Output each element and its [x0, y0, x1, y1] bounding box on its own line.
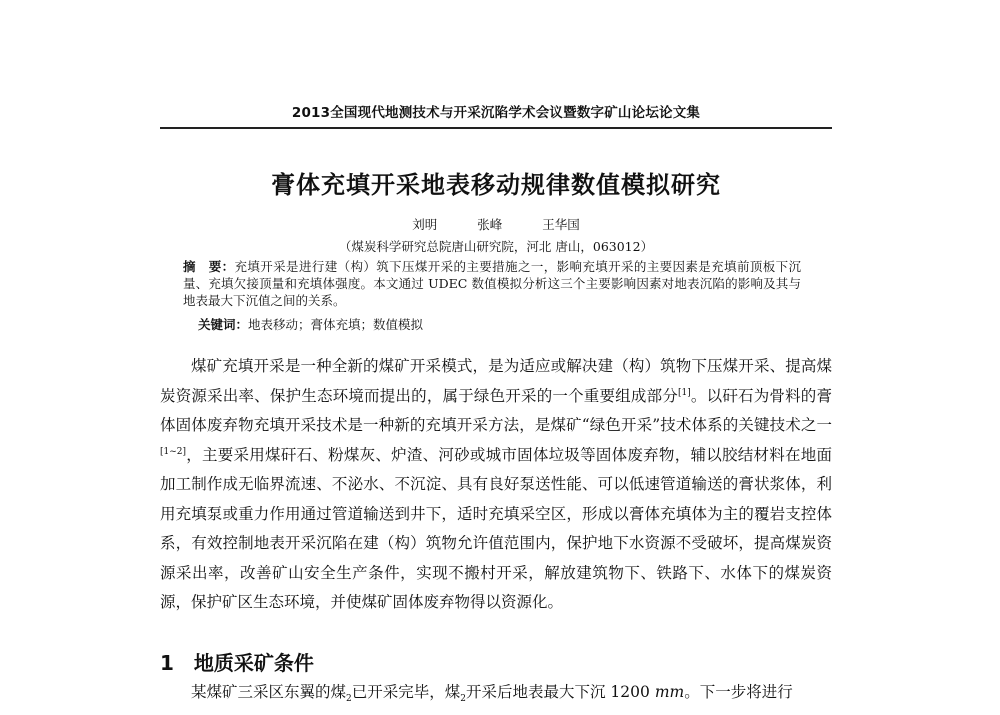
running-header: 2013全国现代地测技术与开采沉陷学术会议暨数字矿山论坛论文集 — [291, 105, 701, 121]
subscript: 2 — [346, 694, 352, 705]
section-body — [160, 678, 832, 715]
header-rule — [160, 127, 832, 129]
author-list — [160, 215, 832, 233]
section-heading: 1 地质采矿条件 — [160, 651, 314, 675]
unit-text: mm — [654, 683, 685, 701]
author-name: 王华国 — [542, 217, 580, 232]
intro-body — [160, 352, 832, 618]
section-text: 某煤矿三采区东翼的煤 — [191, 683, 347, 701]
abstract-text: 充填开采是进行建（构）筑下压煤开采的主要措施之一，影响充填开采的主要因素是充填前顶板下沉量、充填欠接顶量和充填体强度。本文通过 UDEC 数值模拟分析这三个主要影响因素对地表沉陷的影响及其与地表最大下沉值之间的关系。 — [183, 259, 801, 308]
intro-text: ，主要采用煤矸石、粉煤灰、炉渣、河砂或城市固体垃圾等固体废弃物，辅以胶结材料在地面加工制作成无临界流速、不泌水、不沉淀、具有良好泵送性能、可以低速管道输送的膏状浆体，利用充填泵或重力作用通过管道输送到井下，适时充填采空区，形成以膏体充填体为主的覆岩支控体系，有效控制地表开采沉陷在建（构）筑物允许值范围内，保护地下水资源不受破坏，提高煤炭资源采出率，改善矿山安全生产条件，实现不搬村开采，解放建筑物下、铁路下、水体下的煤炭资源，保护矿区生态环境，并使煤矿固体废弃物得以资源化。 — [160, 445, 832, 611]
section-text: 已开采完毕，煤 — [351, 683, 461, 701]
intro-text: 煤矿充填开采是一种全新的煤矿开采模式，是为适应或解决建（构）筑物下压煤开采、提高煤炭资源采出率、保护生态环境而提出的，属于绿色开采的一个重要组成部分 — [160, 357, 832, 405]
subscript: 2 — [460, 694, 466, 705]
intro-paragraph — [160, 352, 832, 618]
paper-title: 膏体充填开采地表移动规律数值模拟研究 — [271, 171, 721, 199]
author-name: 刘明 — [412, 217, 438, 232]
intro-text: 。以矸石为骨料的膏体固体废弃物充填开采技术是一种新的充填开采方法，是煤矿“绿色开采”技术体系的关键技术之一 — [160, 386, 832, 434]
keywords-label: 关键词： — [198, 317, 249, 332]
affiliation: （煤炭科学研究总院唐山研究院，河北 唐山，063012） — [338, 239, 654, 254]
abstract-label: 摘 要： — [183, 259, 235, 274]
citation-ref: [1~2] — [160, 446, 187, 457]
section-paragraph — [160, 678, 832, 715]
citation-ref: [1] — [677, 387, 691, 398]
author-name: 张峰 — [477, 217, 503, 232]
section-text: 。下一步将进行 — [684, 683, 793, 701]
keywords — [198, 316, 798, 333]
section-text: 开采后地表最大下沉 1200 — [466, 683, 655, 701]
keywords-text: 地表移动；膏体充填；数值模拟 — [248, 317, 424, 332]
abstract — [183, 258, 801, 309]
